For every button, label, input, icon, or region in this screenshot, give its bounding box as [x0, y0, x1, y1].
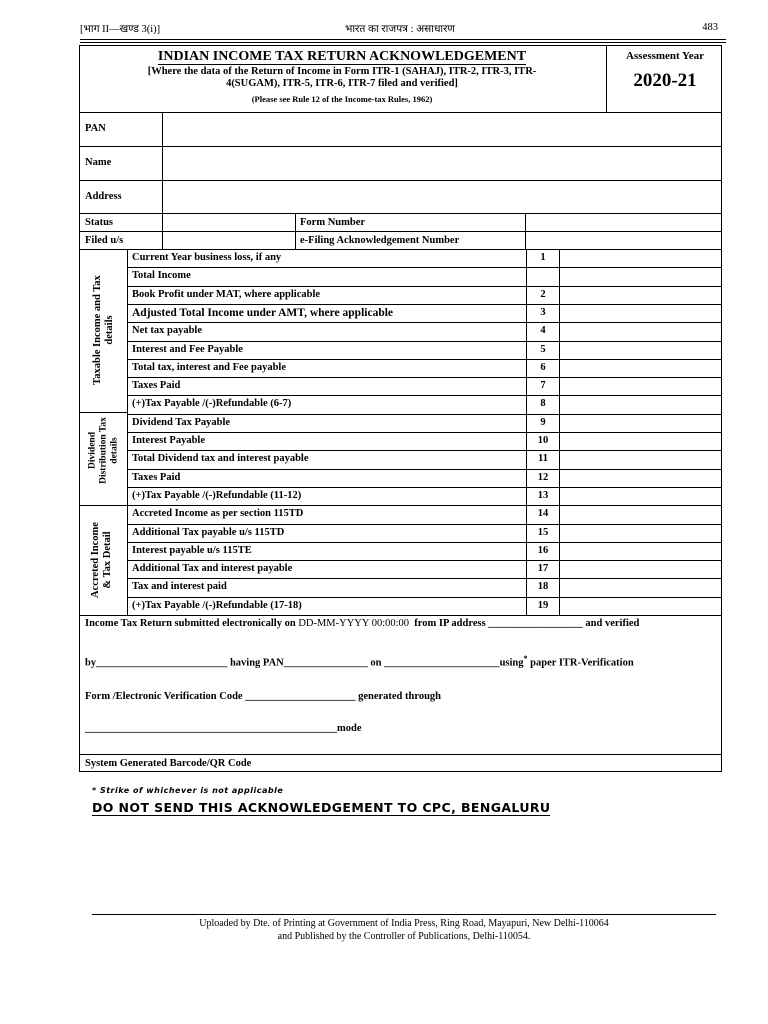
row-number: 9 — [540, 416, 546, 428]
row-value-field[interactable] — [560, 560, 720, 578]
row-number: 13 — [537, 489, 549, 501]
part-section-label: [भाग II—खण्ड 3(i)] — [80, 24, 161, 35]
row-value-field[interactable] — [560, 341, 720, 359]
row-value-field[interactable] — [560, 505, 720, 523]
row-number: 7 — [540, 380, 546, 392]
row-divider — [127, 524, 721, 525]
row-number: 15 — [537, 526, 549, 538]
row-value-field[interactable] — [560, 359, 720, 377]
barcode-label: System Generated Barcode/QR Code — [85, 758, 252, 769]
row-number: 4 — [540, 325, 546, 337]
row-label: Book Profit under MAT, where applicable — [132, 288, 321, 300]
row-label: Net tax payable — [132, 325, 202, 337]
address-label: Address — [85, 191, 122, 202]
row-label: Interest payable u/s 115TE — [132, 544, 252, 556]
row-label: Taxes Paid — [132, 380, 181, 392]
filed-us-label: Filed u/s — [85, 235, 124, 246]
row-label: Additional Tax payable u/s 115TD — [132, 526, 285, 538]
row-divider — [127, 578, 721, 579]
gazette-title: भारत का राजपत्र : असाधारण — [344, 24, 456, 35]
row-divider — [127, 450, 721, 451]
row-divider — [127, 469, 721, 470]
form-number-label: Form Number — [300, 217, 366, 228]
row-number: 11 — [538, 453, 548, 465]
row-label: (+)Tax Payable /(-)Refundable (17-18) — [132, 599, 302, 611]
row-divider — [127, 432, 721, 433]
form-subtitle: [Where the data of the Return of Income in Form ITR-1 (SAHAJ), ITR-2, ITR-3, ITR- 4(SUGAM), ITR-5, ITR-6, ITR-7 filed and verified] — [147, 66, 537, 89]
row-value-field[interactable] — [560, 267, 720, 285]
name-field[interactable] — [163, 147, 720, 180]
pan-field[interactable] — [163, 113, 720, 146]
section-accreted-income: Accreted Income & Tax Detail — [90, 522, 113, 598]
row-value-field[interactable] — [560, 542, 720, 560]
status-label: Status — [85, 217, 114, 228]
efiling-ack-label: e-Filing Acknowledgement Number — [300, 235, 460, 246]
form-title: INDIAN INCOME TAX RETURN ACKNOWLEDGEMENT — [157, 49, 527, 64]
row-number: 6 — [540, 361, 546, 373]
row-label: Total Dividend tax and interest payable — [132, 453, 309, 465]
row-label: Adjusted Total Income under AMT, where applicable — [132, 306, 394, 319]
row-value-field[interactable] — [560, 249, 720, 267]
strike-note: * Strike of whichever is not applicable — [92, 786, 284, 795]
row-value-field[interactable] — [560, 395, 720, 413]
row-label: Total Income — [132, 270, 191, 282]
row-number: 17 — [537, 563, 549, 575]
name-label: Name — [85, 157, 112, 168]
row-label: Dividend Tax Payable — [132, 416, 231, 428]
row-number: 1 — [540, 252, 546, 263]
row-value-field[interactable] — [560, 487, 720, 505]
row-value-field[interactable] — [560, 524, 720, 542]
row-divider — [127, 377, 721, 378]
row-number: 5 — [540, 343, 546, 355]
row-divider — [127, 487, 721, 488]
row-value-field[interactable] — [560, 578, 720, 596]
row-divider — [127, 542, 721, 543]
row-label: Interest Payable — [132, 435, 206, 446]
address-field[interactable] — [163, 181, 720, 213]
rule-note: (Please see Rule 12 of the Income-tax Rules, 1962) — [251, 94, 433, 104]
verification-line-2: by_________________________ having PAN________________ on ______________________using* paper ITR-Verification — [85, 654, 634, 669]
row-number: 16 — [537, 544, 549, 556]
row-number: 12 — [537, 471, 549, 483]
row-number: 14 — [537, 508, 549, 520]
row-divider — [127, 395, 721, 396]
row-value-field[interactable] — [560, 469, 720, 487]
row-value-field[interactable] — [560, 432, 720, 450]
assessment-year-label: Assessment Year — [625, 50, 705, 62]
row-label: Additional Tax and interest payable — [132, 563, 293, 575]
row-label: Taxes Paid — [132, 471, 181, 483]
row-number: 3 — [540, 306, 546, 318]
row-label: Accreted Income as per section 115TD — [132, 508, 304, 520]
row-label: Tax and interest paid — [132, 581, 227, 593]
acknowledgement-form — [79, 45, 722, 772]
row-number: 19 — [537, 599, 549, 611]
pan-label: PAN — [85, 123, 106, 134]
section-taxable-income: Taxable Income and Tax details — [92, 275, 115, 385]
row-value-field[interactable] — [560, 286, 720, 304]
row-divider — [127, 414, 721, 415]
verification-line-1: Income Tax Return submitted electronically on DD-MM-YYYY 00:00:00 from IP address __________________ and verified — [85, 618, 640, 629]
row-label: (+)Tax Payable /(-)Refundable (11-12) — [132, 489, 302, 501]
row-label: Interest and Fee Payable — [132, 343, 243, 355]
row-divider — [127, 505, 721, 506]
row-divider — [127, 597, 721, 598]
row-divider — [127, 322, 721, 323]
row-divider — [127, 359, 721, 360]
row-label: (+)Tax Payable /(-)Refundable (6-7) — [132, 398, 292, 410]
submission-datetime: DD-MM-YYYY 00:00:00 — [298, 618, 410, 629]
page-number: 483 — [702, 22, 718, 33]
row-value-field[interactable] — [560, 597, 720, 615]
row-number: 2 — [540, 288, 546, 300]
section-dividend-distribution: Dividend Distribution Tax details — [87, 417, 120, 484]
running-header — [80, 22, 720, 36]
row-divider — [127, 560, 721, 561]
header-rule — [80, 42, 726, 43]
row-number: 8 — [540, 398, 546, 410]
row-value-field[interactable] — [560, 304, 720, 322]
header-rule — [80, 39, 726, 40]
verification-code-line: Form /Electronic Verification Code _____________________ generated through — [85, 691, 441, 702]
assessment-year-value: 2020-21 — [633, 70, 697, 91]
row-divider — [127, 286, 721, 287]
row-divider — [127, 304, 721, 305]
row-divider — [127, 267, 721, 268]
row-value-field[interactable] — [560, 414, 720, 432]
row-number: 18 — [537, 581, 549, 593]
do-not-send-warning: DO NOT SEND THIS ACKNOWLEDGEMENT TO CPC, BENGALURU — [92, 800, 551, 815]
footer-rule — [92, 914, 716, 915]
row-label: Total tax, interest and Fee payable — [132, 361, 286, 373]
verification-mode-line: ________________________________________________mode — [85, 723, 362, 734]
footer-line-2: and Published by the Controller of Publications, Delhi-110054. — [277, 931, 531, 942]
row-value-field[interactable] — [560, 377, 720, 395]
row-label: Current Year business loss, if any — [132, 252, 282, 263]
row-value-field[interactable] — [560, 450, 720, 468]
row-divider — [127, 341, 721, 342]
row-value-field[interactable] — [560, 322, 720, 340]
row-number: 10 — [537, 435, 549, 446]
footer-line-1: Uploaded by Dte. of Printing at Government of India Press, Ring Road, Mayapuri, New Delhi-110064 — [199, 918, 609, 929]
